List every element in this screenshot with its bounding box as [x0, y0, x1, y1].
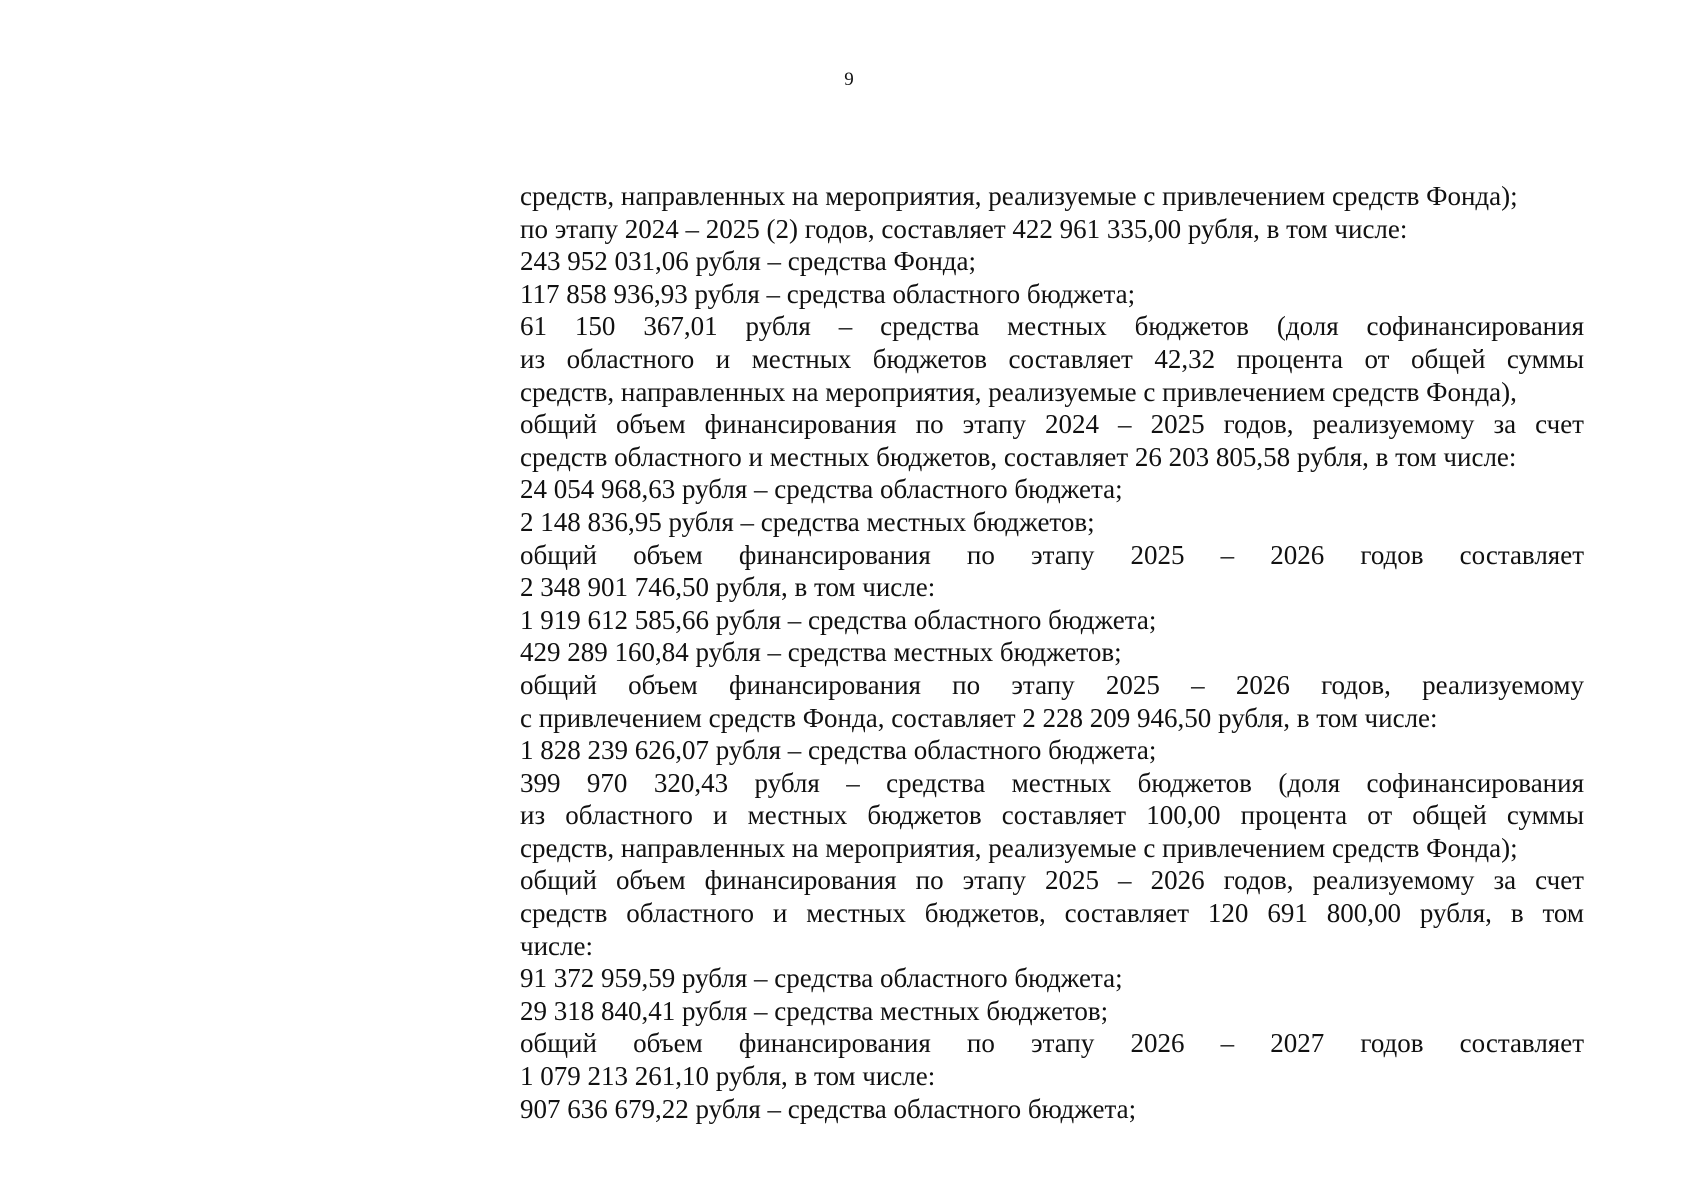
document-line: 91 372 959,59 рубля – средства областного бюджета; [520, 963, 1123, 994]
document-line: средств областного и местных бюджетов, составляет 26 203 805,58 рубля, в том числе: [520, 441, 1517, 472]
document-line: 2 348 901 746,50 рубля, в том числе: [520, 572, 936, 603]
document-line: из областного и местных бюджетов составляет 42,32 процента от общей суммы [520, 343, 1584, 374]
page-number: 9 [844, 69, 854, 90]
document-line: средств областного и местных бюджетов, составляет 120 691 800,00 рубля, в том [520, 898, 1584, 929]
document-line: 399 970 320,43 рубля – средства местных бюджетов (доля софинансирования [520, 767, 1584, 798]
document-line: средств, направленных на мероприятия, реализуемые с привлечением средств Фонда); [520, 832, 1518, 863]
document-line: 1 828 239 626,07 рубля – средства областного бюджета; [520, 735, 1157, 766]
document-line: из областного и местных бюджетов составляет 100,00 процента от общей суммы [520, 800, 1584, 831]
document-line: общий объем финансирования по этапу 2025 – 2026 годов составляет [520, 539, 1584, 570]
document-line: общий объем финансирования по этапу 2024 – 2025 годов, реализуемому за счет [520, 409, 1584, 440]
document-line: 61 150 367,01 рубля – средства местных бюджетов (доля софинансирования [520, 311, 1584, 342]
document-line: 243 952 031,06 рубля – средства Фонда; [520, 246, 977, 277]
document-line: средств, направленных на мероприятия, реализуемые с привлечением средств Фонда), [520, 376, 1517, 407]
document-line: общий объем финансирования по этапу 2026 – 2027 годов составляет [520, 1028, 1584, 1059]
document-line: по этапу 2024 – 2025 (2) годов, составляет 422 961 335,00 рубля, в том числе: [520, 213, 1408, 244]
document-line: 907 636 679,22 рубля – средства областного бюджета; [520, 1093, 1137, 1124]
document-line: 1 079 213 261,10 рубля, в том числе: [520, 1061, 936, 1092]
document-line: общий объем финансирования по этапу 2025 – 2026 годов, реализуемому за счет [520, 865, 1584, 896]
document-line: средств, направленных на мероприятия, реализуемые с привлечением средств Фонда); [520, 181, 1518, 211]
document-line: с привлечением средств Фонда, составляет 2 228 209 946,50 рубля, в том числе: [520, 702, 1438, 733]
document-line: общий объем финансирования по этапу 2025 – 2026 годов, реализуемому [520, 669, 1584, 700]
document-line: 24 054 968,63 рубля – средства областного бюджета; [520, 474, 1123, 505]
document-line: 117 858 936,93 рубля – средства областного бюджета; [520, 278, 1136, 309]
document-line: числе: [520, 930, 593, 961]
document-line: 1 919 612 585,66 рубля – средства областного бюджета; [520, 604, 1157, 635]
document-line: 29 318 840,41 рубля – средства местных бюджетов; [520, 995, 1109, 1026]
document-body [520, 180, 1584, 1125]
document-line: 2 148 836,95 рубля – средства местных бюджетов; [520, 506, 1095, 537]
document-line: 429 289 160,84 рубля – средства местных бюджетов; [520, 637, 1122, 668]
